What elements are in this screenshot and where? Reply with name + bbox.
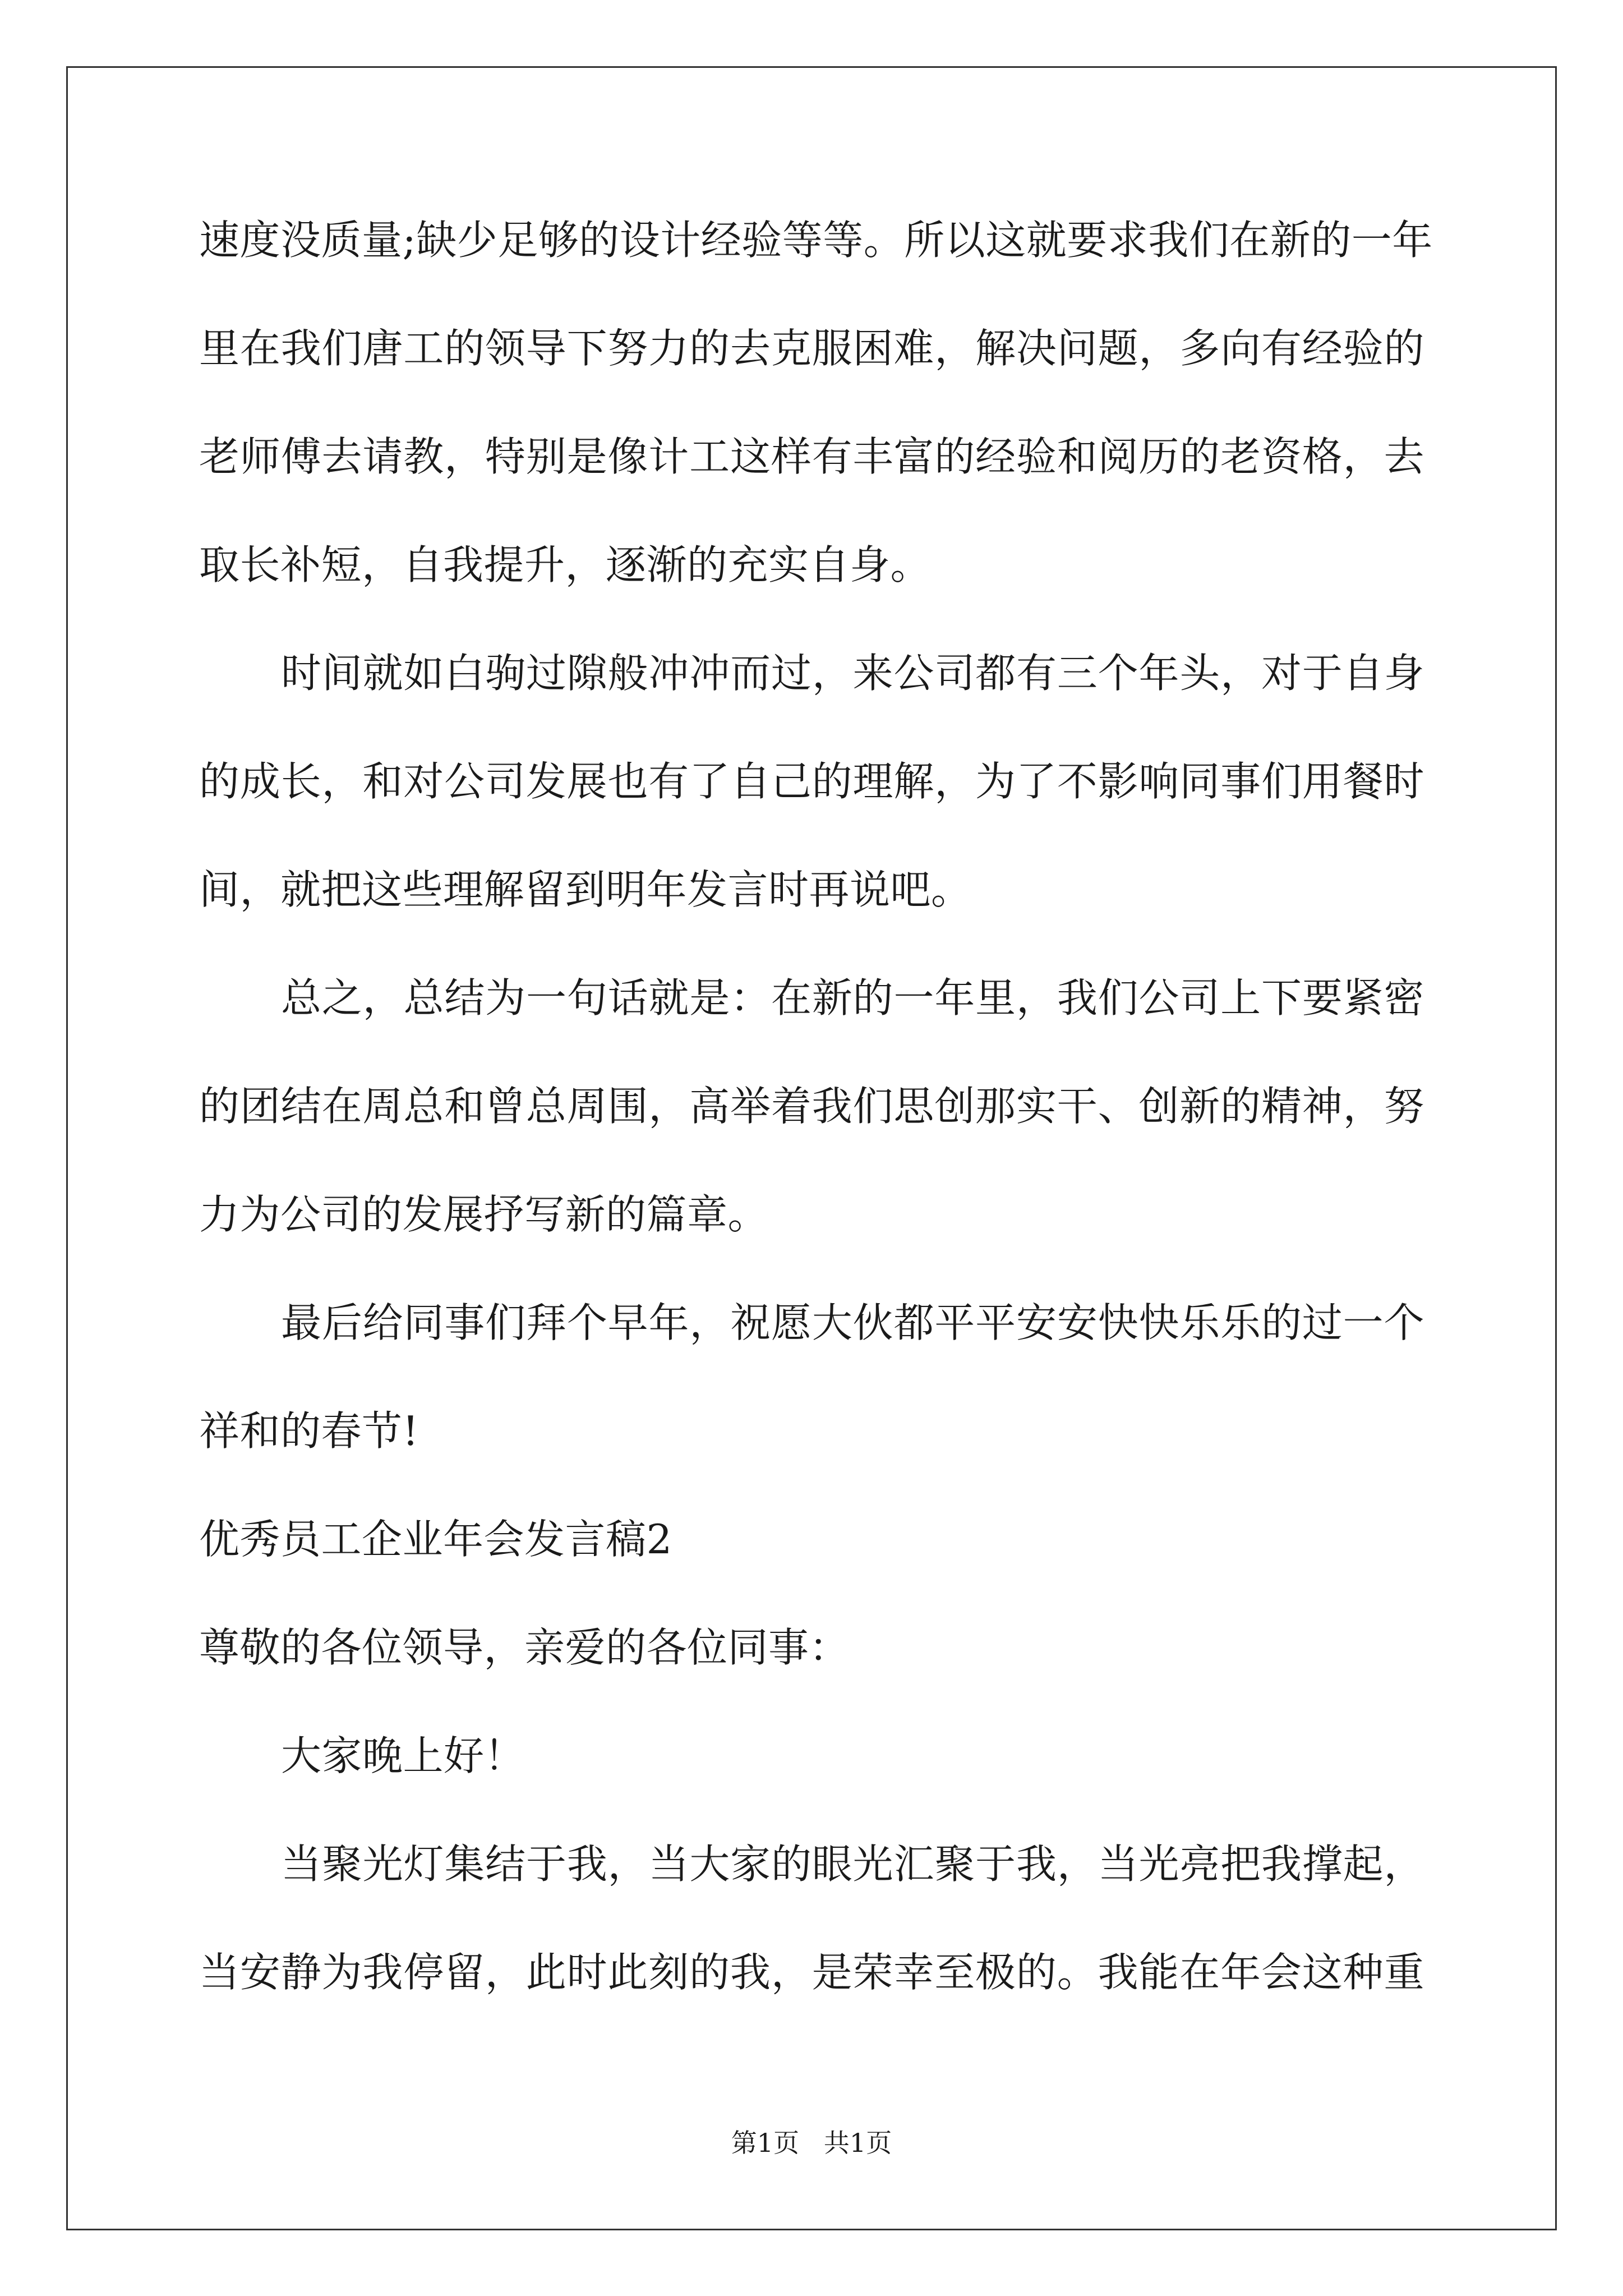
text-line: 力为公司的发展抒写新的篇章。 — [199, 1191, 769, 1238]
salutation: 尊敬的各位领导，亲爱的各位同事： — [199, 1624, 850, 1671]
paragraph-first-line: 最后给同事们拜个早年，祝愿大伙都平平安安快快乐乐的过一个 — [281, 1299, 1424, 1346]
greeting: 大家晚上好！ — [281, 1732, 525, 1779]
text-line: 老师傅去请教，特别是像计工这样有丰富的经验和阅历的老资格，去 — [199, 433, 1424, 480]
page-border — [66, 66, 1557, 2230]
page-footer: 第1页 共1页 — [731, 2128, 892, 2158]
text-line: 当安静为我停留，此时此刻的我，是荣幸至极的。我能在年会这种重 — [199, 1949, 1424, 1996]
text-line: 祥和的春节! — [199, 1407, 419, 1455]
text-line: 的团结在周总和曾总周围，高举着我们思创那实干、创新的精神，努 — [199, 1083, 1424, 1130]
paragraph-first-line: 时间就如白驹过隙般冲冲而过，来公司都有三个年头，对于自身 — [281, 650, 1424, 697]
text-line: 的成长，和对公司发展也有了自己的理解，为了不影响同事们用餐时 — [199, 758, 1424, 805]
text-line: 间，就把这些理解留到明年发言时再说吧。 — [199, 866, 972, 913]
text-line: 速度没质量;缺少足够的设计经验等等。所以这就要求我们在新的一年 — [199, 217, 1433, 264]
text-line: 取长补短，自我提升，逐渐的充实自身。 — [199, 541, 932, 588]
text-line: 里在我们唐工的领导下努力的去克服困难，解决问题，多向有经验的 — [199, 325, 1424, 372]
paragraph-first-line: 当聚光灯集结于我，当大家的眼光汇聚于我，当光亮把我撑起， — [281, 1841, 1424, 1888]
paragraph-first-line: 总之，总结为一句话就是：在新的一年里，我们公司上下要紧密 — [281, 974, 1424, 1022]
section-title: 优秀员工企业年会发言稿2 — [199, 1516, 672, 1563]
